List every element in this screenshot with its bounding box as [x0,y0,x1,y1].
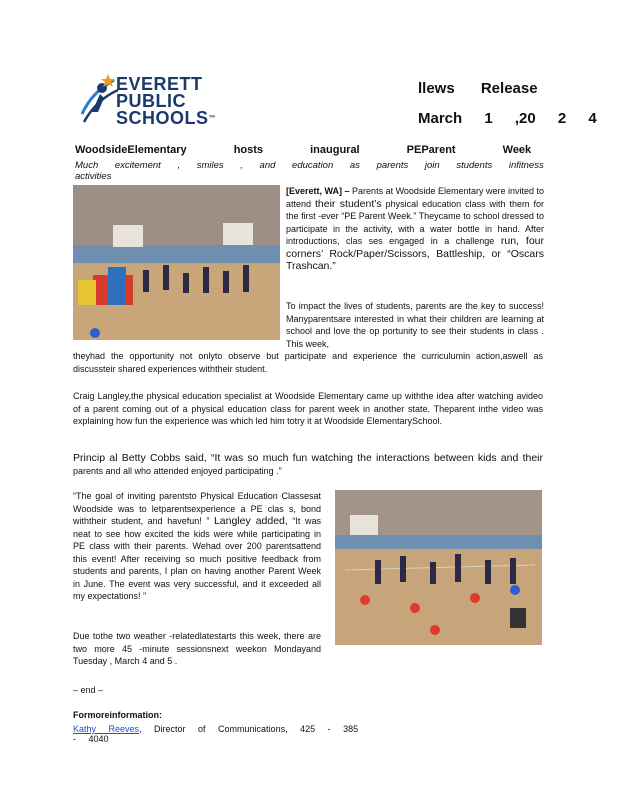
paragraph-5: “The goal of inviting parentsto Physical Education Classesat Woodside was to letparentsexperience a PE clas s, bond withtheir student, and havefun! ” Langley added, “It was neat to see how excited the kids were while participating in PE class with their parents. Wehad over 200 parentsattend this event! After receiving so much positive feedback from students and parents, I plan on having another Parent Week in June. The event was very successful, and it exceeded all my expectations! ” [73,491,321,601]
paragraph-1: [Everett, WA] – Parents at Woodside Elementary were invited to attend their student’s physical education class with them for the first -ever “PE Parent Week.” Theycame to school dressed to participate in the activity, with a water bottle in hand. After introductions, clas ses engaged in a challenge run, four corners’ Rock/Paper/Scissors, Battleship, or “Oscars Trashcan.” [286,186,544,272]
contact-name-link[interactable]: Kathy Reeves [73,724,140,734]
contact-line: Kathy Reeves, Director of Communications, 425 - 385 - 4040 [73,724,359,744]
headline: WoodsideElementary hosts inaugural PEParent Week [75,144,532,156]
paragraph-6: Due tothe two weather -relatedlatestarts this week, there are two more 45 -minute sessionsnext weekon Mondayand Tuesday , March 4 and 5 . [73,631,321,666]
more-info-label: Formoreinformation: [73,710,162,720]
release-date: March 1 ,20 2 4 [418,110,597,127]
paragraph-2: To impact the lives of students, parents are the key to success! Manyparentsare interested in what their children are learning at school and love the op portunity to see their students in class . This week, [286,301,544,349]
end-marker: – end – [73,685,104,695]
gym-photo-2 [335,490,542,645]
paragraph-3: Craig Langley,the physical education specialist at Woodside Elementary came up withthe idea after watching avideo of a parent coming out of a physical education class for parent week in another state. Theparent inthe video was explaining how fun the experience was which led him totry it at Woodside ElementarySchool. [73,391,543,426]
everett-public-schools-logo [78,72,248,134]
paragraph-2-continued: theyhad the opportunity not onlyto observe but participate and experience the curriculumin action,aswell as discussteir shared experiences withtheir student. [73,351,543,374]
release-label: llews Release [418,80,538,97]
paragraph-4: Princip al Betty Cobbs said, “It was so much fun watching the interactions between kids and their parents and all who attended enjoyed participating .” [73,452,543,476]
gym-photo-1 [73,185,280,340]
logo-wordmark: EVERETT PUBLIC SCHOOLS™ [116,74,217,128]
subheadline: Much excitement , smiles , and education as parents join students infitness activities [75,160,544,182]
